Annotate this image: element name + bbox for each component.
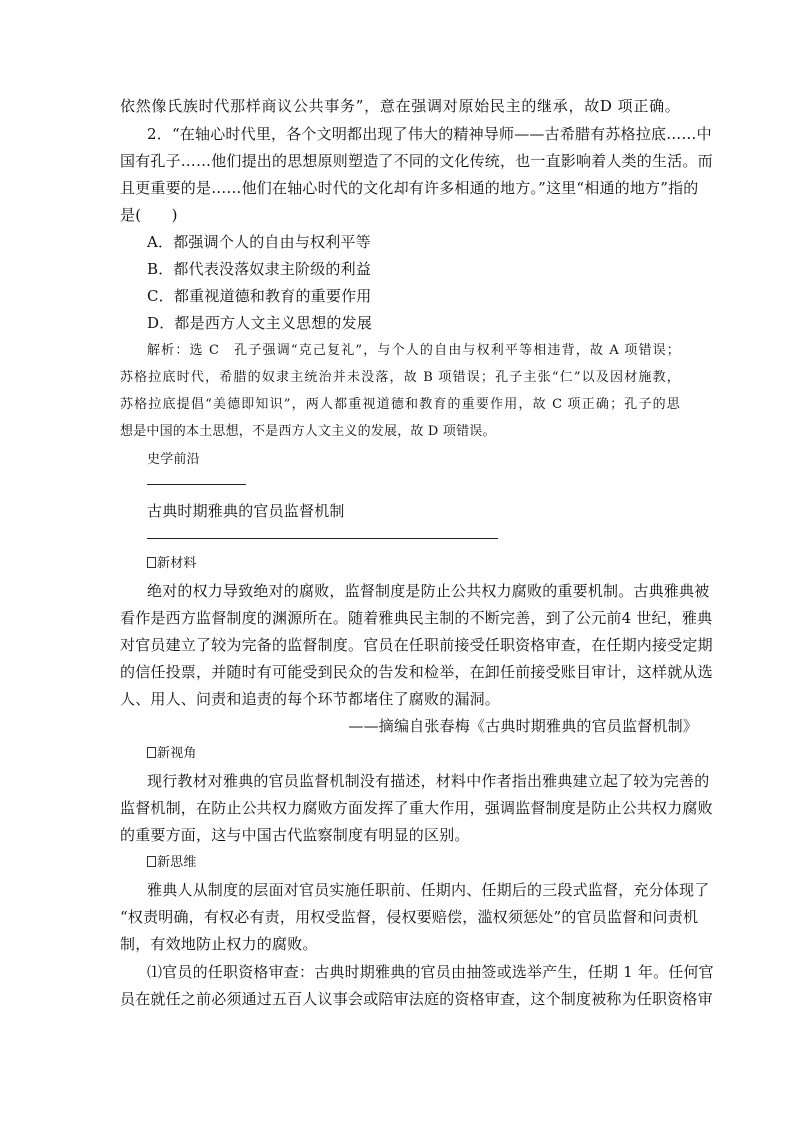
text-line: 依然像氏族时代那样商议公共事务”，意在强调对原始民主的继承，故D 项正确。: [120, 97, 680, 115]
option-a: A．都强调个人的自由与权利平等: [147, 233, 371, 251]
square-bullet-icon: [147, 557, 156, 568]
text-line: 监督机制，在防止公共权力腐败方面发挥了重大作用，强调监督制度是防止公共权力腐败: [120, 799, 713, 817]
option-c: C．都重视道德和教育的重要作用: [147, 287, 372, 305]
text-line: 制，有效地防止权力的腐败。: [120, 935, 318, 953]
option-b: B．都代表没落奴隶主阶级的利益: [147, 260, 372, 278]
title-underline: [147, 538, 498, 539]
option-d: D．都是西方人文主义思想的发展: [147, 314, 373, 332]
subheading-new-material: 新材料: [147, 555, 680, 573]
question-2-line: 2．“在轴心时代里，各个文明都出现了伟大的精神导师——古希腊有苏格拉底……中: [147, 125, 712, 143]
text-line: 是( ): [120, 206, 178, 224]
text-line: 看作是西方监督制度的渊源所在。随着雅典民主制的不断完善，到了公元前4 世纪，雅典: [120, 609, 713, 627]
text-line: 的重要方面，这与中国古代监察制度有明显的区别。: [120, 826, 470, 844]
square-bullet-icon: [147, 747, 156, 758]
text-line: 雅典人从制度的层面对官员实施任职前、任期内、任期后的三段式监督，充分体现了: [147, 881, 710, 899]
text-line: ⑴官员的任职资格审查：古典时期雅典的官员由抽签或选举产生，任期 1 年。任何官: [147, 963, 714, 981]
heading-underline: [147, 484, 246, 485]
square-bullet-icon: [147, 856, 156, 867]
text-line: 的信任投票，并随时有可能受到民众的告发和检举，在卸任前接受账目审计，这样就从选: [120, 663, 713, 681]
subheading-new-perspective: 新视角: [147, 745, 680, 763]
text-line: 绝对的权力导致绝对的腐败，监督制度是防止公共权力腐败的重要机制。古典雅典被: [147, 582, 710, 600]
text-line: 现行教材对雅典的官员监督机制没有描述，材料中作者指出雅典建立起了较为完善的: [147, 772, 710, 790]
analysis-line: 苏格拉底时代，希腊的奴隶主统治并未没落，故 B 项错误；孔子主张“仁”以及因材施教，: [120, 370, 680, 385]
source-citation: ——摘编自张春梅《古典时期雅典的官员监督机制》: [348, 717, 698, 735]
analysis-line: 想是中国的本土思想，不是西方人文主义的发展，故 D 项错误。: [120, 424, 496, 439]
text-line: 对官员建立了较为完备的监督制度。官员在任职前接受任职资格审查，在任期内接受定期: [120, 636, 713, 654]
text-line: 人、用人、问责和追责的每个环节都堵住了腐败的漏洞。: [120, 690, 501, 708]
text-line: 国有孔子……他们提出的思想原则塑造了不同的文化传统，也一直影响着人类的生活。而: [120, 152, 713, 170]
text-line: 员在就任之前必须通过五百人议事会或陪审法庭的资格审查，这个制度被称为任职资格审: [120, 990, 713, 1008]
section-title: 古典时期雅典的官员监督机制: [147, 502, 345, 520]
text-line: 且更重要的是……他们在轴心时代的文化却有许多相通的地方。”这里“相通的地方”指的: [120, 179, 699, 197]
analysis-line: 苏格拉底提倡“美德即知识”，两人都重视道德和教育的重要作用，故 C 项正确；孔子的思: [120, 397, 680, 412]
subheading-new-thinking: 新思维: [147, 854, 680, 872]
section-heading: 史学前沿: [147, 452, 200, 467]
analysis-line: 解析：选 C 孔子强调“克己复礼”，与个人的自由与权利平等相违背，故 A 项错误；: [147, 343, 680, 358]
text-line: “权责明确，有权必有责，用权受监督，侵权要赔偿，滥权须惩处”的官员监督和问责机: [120, 908, 699, 926]
